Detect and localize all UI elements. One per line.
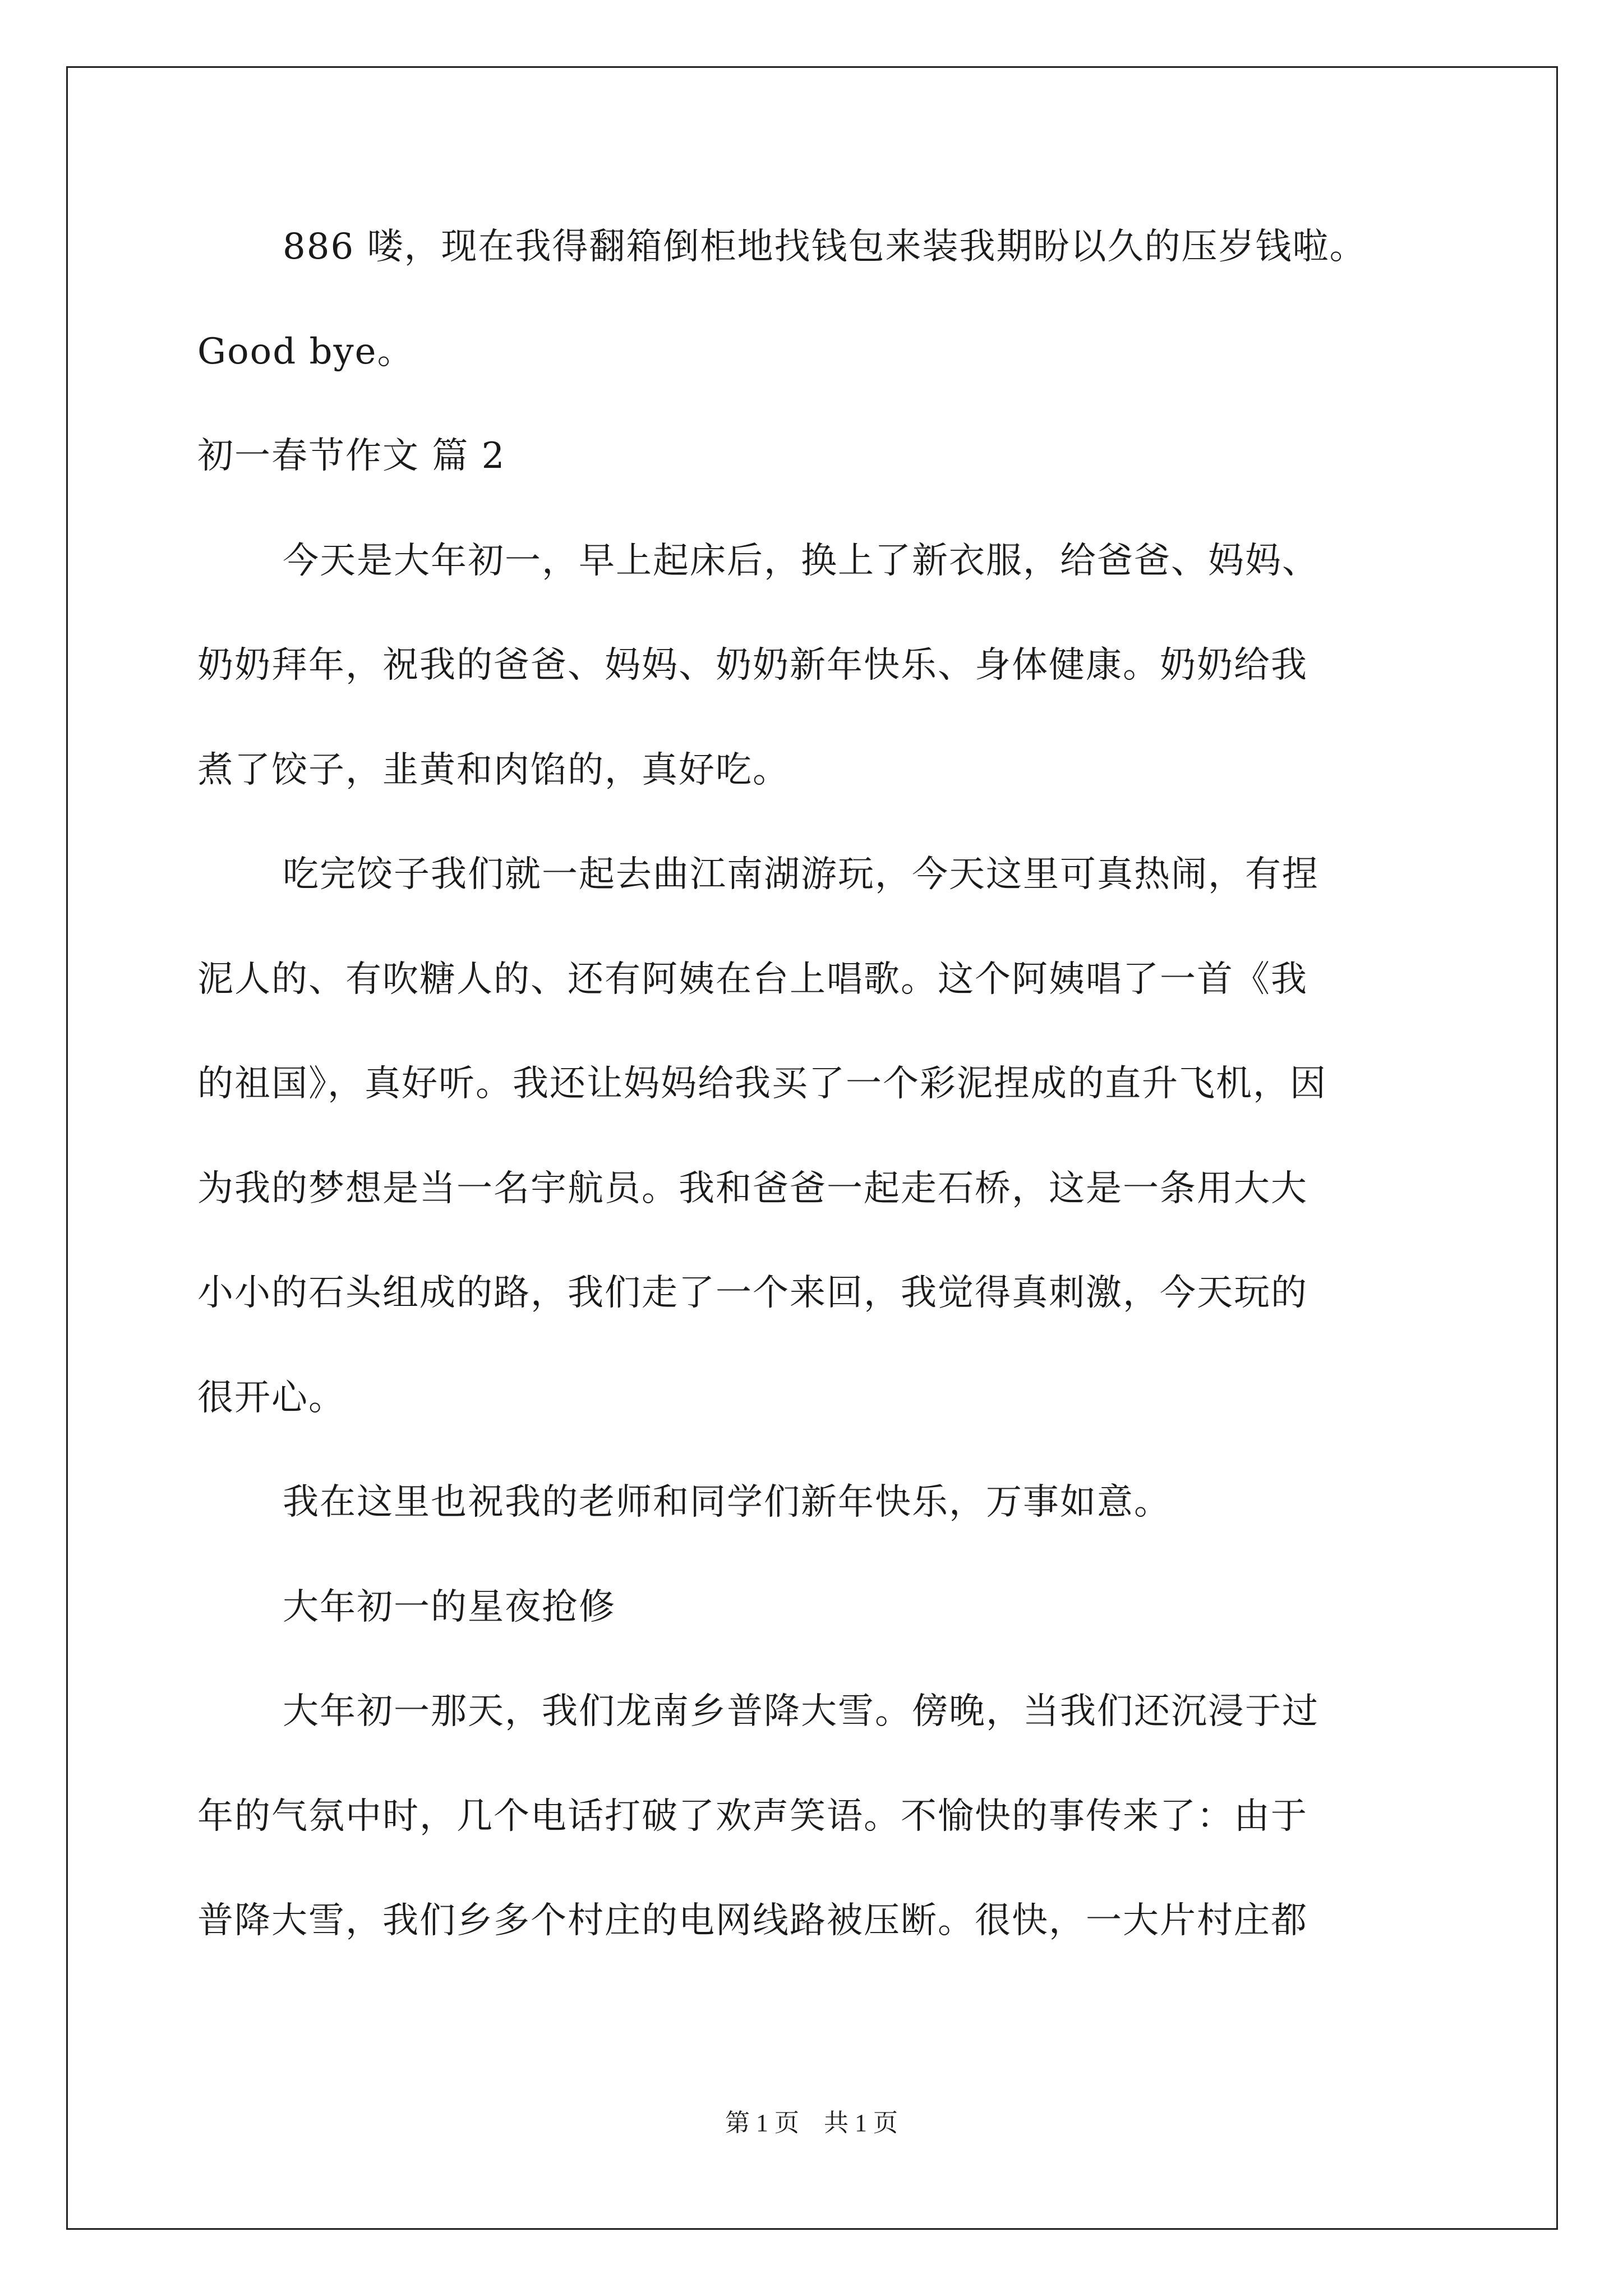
paragraph-line: 我在这里也祝我的老师和同学们新年快乐，万事如意。 [283,1481,1171,1523]
paragraph-line: 吃完饺子我们就一起去曲江南湖游玩，今天这里可真热闹，有捏 [283,854,1319,895]
paragraph-line: 的祖国》，真好听。我还让妈妈给我买了一个彩泥捏成的直升飞机，因 [197,1063,1327,1105]
paragraph-line: 小小的石头组成的路，我们走了一个来回，我觉得真刺激，今天玩的 [197,1272,1308,1314]
paragraph-line: 为我的梦想是当一名宇航员。我和爸爸一起走石桥，这是一条用大大 [197,1168,1308,1209]
paragraph-line: 886 喽，现在我得翻箱倒柜地找钱包来装我期盼以久的压岁钱啦。 [283,226,1367,268]
paragraph-line: 很开心。 [197,1377,345,1419]
section-heading: 初一春节作文 篇 2 [197,435,506,477]
sub-heading: 大年初一的星夜抢修 [283,1586,616,1628]
paragraph-line: 煮了饺子，韭黄和肉馅的，真好吃。 [197,749,790,791]
paragraph-line: 年的气氛中时，几个电话打破了欢声笑语。不愉快的事传来了：由于 [197,1796,1308,1837]
paragraph-line: 大年初一那天，我们龙南乡普降大雪。傍晚，当我们还沉浸于过 [283,1691,1319,1732]
paragraph-line: 奶奶拜年，祝我的爸爸、妈妈、奶奶新年快乐、身体健康。奶奶给我 [197,645,1308,686]
paragraph-line: 泥人的、有吹糖人的、还有阿姨在台上唱歌。这个阿姨唱了一首《我 [197,959,1308,1000]
paragraph-line: Good bye。 [197,331,414,372]
page-number-footer: 第 1 页 共 1 页 [725,2109,898,2137]
paragraph-line: 今天是大年初一，早上起床后，换上了新衣服，给爸爸、妈妈、 [283,540,1319,582]
paragraph-line: 普降大雪，我们乡多个村庄的电网线路被压断。很快，一大片村庄都 [197,1900,1308,1941]
